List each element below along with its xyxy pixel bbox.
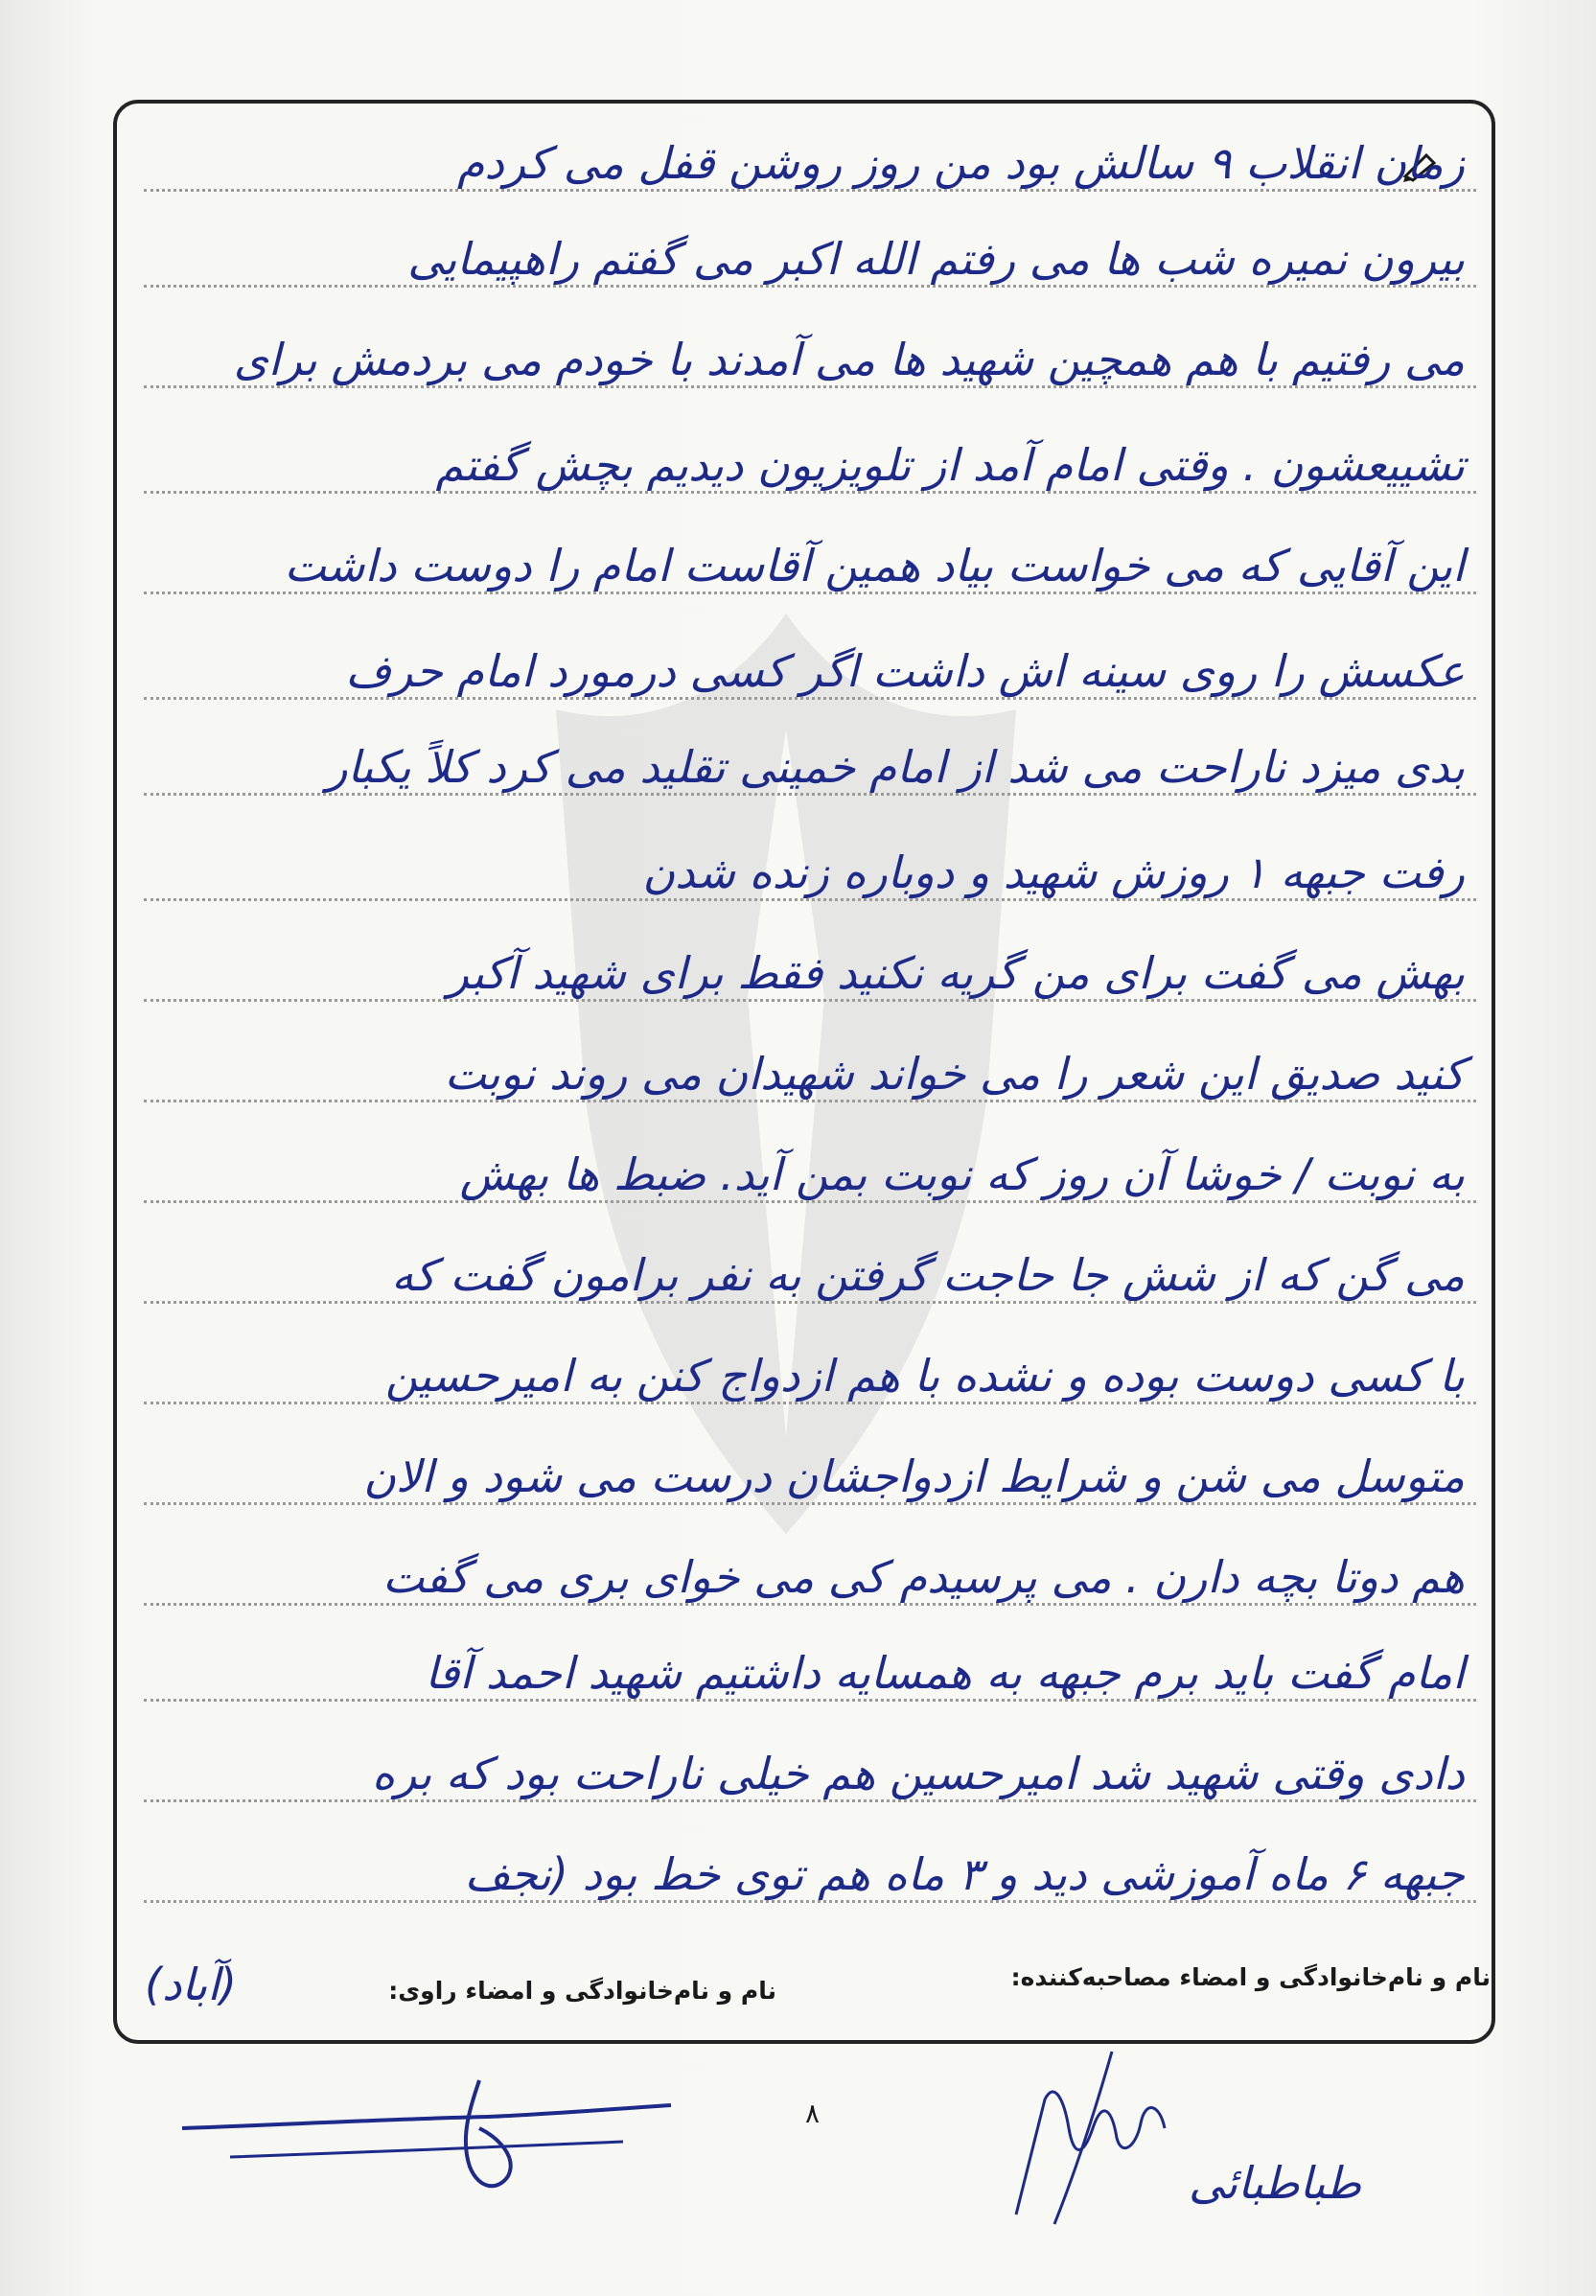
narrator-signature xyxy=(173,2061,690,2205)
text-line: این آقایی که می خواست بیاد همین آقاست امام را دوست داشت xyxy=(144,537,1476,594)
text-line: با کسی دوست بوده و نشده با هم ازدواج کنن به امیرحسین xyxy=(144,1347,1476,1404)
text-line: هم دوتا بچه دارن . می پرسیدم کی می خوای بری می گفت xyxy=(144,1548,1476,1606)
text-line: می گن که از شش جا حاجت گرفتن به نفر برامون گفت که xyxy=(144,1246,1476,1304)
text-line: متوسل می شن و شرایط ازدواجشان درست می شود و الان xyxy=(144,1448,1476,1505)
interviewer-signature-label: نام و نام‌خانوادگی و امضاء مصاحبه‌کننده: xyxy=(1010,1963,1491,1991)
handwritten-text xyxy=(144,0,1476,2296)
text-line: جبهه ۶ ماه آموزشی دید و ۳ ماه هم توی خط بود (نجف xyxy=(144,1845,1476,1903)
text-line: تشییعشون . وقتی امام آمد از تلویزیون دیدیم بچش گفتم xyxy=(144,436,1476,494)
text-line: کنید صدیق این شعر را می خواند شهیدان می روند نوبت xyxy=(144,1045,1476,1102)
text-line: می رفتیم با هم همچین شهید ها می آمدند با خودم می بردمش برای xyxy=(144,331,1476,388)
text-line: بدی میزد ناراحت می شد از امام خمینی تقلید می کرد کلاً یکبار xyxy=(144,738,1476,796)
text-line: دادی وقتی شهید شد امیرحسین هم خیلی ناراحت بود که بره xyxy=(144,1745,1476,1802)
text-line: امام گفت باید برم جبهه به همسایه داشتیم شهید احمد آقا xyxy=(144,1644,1476,1702)
text-line: بیرون نمیره شب ها می رفتم الله اکبر می گفتم راهپیمایی xyxy=(144,230,1476,288)
page-number: ۸ xyxy=(805,2098,821,2129)
text-line: زمان انقلاب ۹ سالش بود من روز روشن قفل می کردم xyxy=(144,134,1476,192)
margin-note: (آباد) xyxy=(145,1959,237,2010)
interviewer-signature xyxy=(997,2042,1208,2234)
text-line: به نوبت / خوشا آن روز که نوبت بمن آید. ضبط ها بهش xyxy=(144,1146,1476,1203)
text-line: رفت جبهه ۱ روزش شهید و دوباره زنده شدن xyxy=(144,844,1476,901)
text-line: بهش می گفت برای من گریه نکنید فقط برای شهید آکبر xyxy=(144,944,1476,1002)
signature-name: طباطبائی xyxy=(1189,2157,1362,2209)
narrator-signature-label: نام و نام‌خانوادگی و امضاء راوی: xyxy=(388,1977,776,2005)
text-line: عکسش را روی سینه اش داشت اگر کسی درمورد امام حرف xyxy=(144,642,1476,700)
